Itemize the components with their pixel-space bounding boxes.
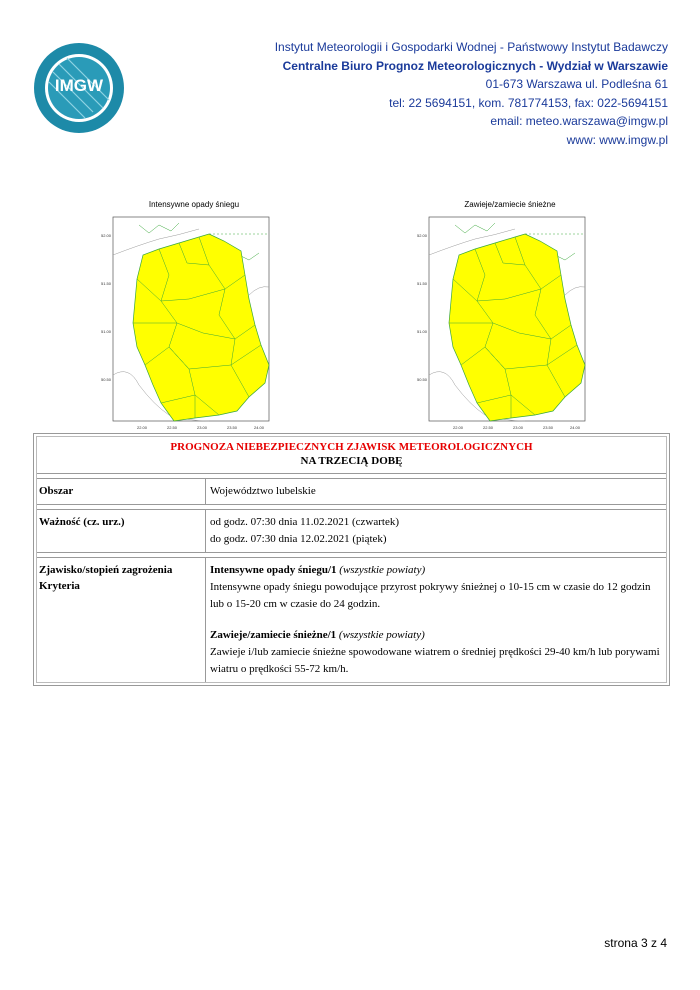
lon-label: 24.00 [570, 425, 581, 430]
phenomenon-name: Zawieje/zamiecie śnieżne/1 [210, 629, 337, 641]
phenomenon-item [210, 627, 662, 678]
lat-label: 52.00 [417, 233, 428, 238]
phenomenon-labels [37, 558, 206, 682]
validity-label: Ważność (cz. urz.) [37, 510, 206, 552]
department-name: Centralne Biuro Prognoz Meteorologicznych - Wydział w Warszawie [282, 58, 668, 73]
map-snowfall-svg [99, 215, 289, 437]
warning-title: PROGNOZA NIEBEZPIECZNYCH ZJAWISK METEOROLOGICZNYCH [170, 441, 533, 453]
phenomenon-scope: (wszystkie powiaty) [339, 564, 426, 576]
institute-header [275, 38, 668, 149]
map-blizzard [415, 200, 605, 437]
validity-to: do godz. 07:30 dnia 12.02.2021 (piątek) [210, 533, 387, 545]
validity-value [206, 510, 666, 552]
phenomenon-description: Intensywne opady śniegu powodujące przyrost pokrywy śnieżnej o 10-15 cm w czasie do 12 godzin lub o 15-20 cm w czasie do 24 godzin. [210, 581, 651, 610]
phenomenon-label: Zjawisko/stopień zagrożenia [39, 564, 173, 576]
area-value: Województwo lubelskie [210, 485, 316, 497]
criteria-label: Kryteria [39, 580, 80, 592]
lon-label: 23.00 [197, 425, 208, 430]
phone-line: tel: 22 5694151, kom. 781774153, fax: 022-5694151 [389, 95, 668, 110]
lon-label: 24.00 [254, 425, 265, 430]
lon-label: 22.50 [483, 425, 494, 430]
lon-label: 22.00 [453, 425, 464, 430]
phenomenon-name: Intensywne opady śniegu/1 [210, 564, 337, 576]
map-title: Zawieje/zamiecie śnieżne [464, 200, 556, 209]
website-line: www: www.imgw.pl [566, 132, 668, 147]
email-line: email: meteo.warszawa@imgw.pl [490, 114, 668, 128]
lat-label: 50.50 [417, 377, 428, 382]
table-row [37, 510, 666, 553]
lat-label: 52.00 [101, 233, 112, 238]
lat-label: 51.00 [101, 329, 112, 334]
map-blizzard-svg [415, 215, 605, 437]
lon-label: 23.50 [543, 425, 554, 430]
phenomena-list [206, 558, 666, 682]
page-number: strona 3 z 4 [604, 936, 667, 950]
lon-label: 23.50 [227, 425, 238, 430]
warning-header [37, 437, 666, 474]
lat-label: 51.50 [101, 281, 112, 286]
lat-label: 51.50 [417, 281, 428, 286]
validity-from: od godz. 07:30 dnia 11.02.2021 (czwartek) [210, 516, 399, 528]
warning-table [33, 433, 670, 686]
table-row [37, 479, 666, 505]
table-row [37, 558, 666, 682]
phenomenon-scope: (wszystkie powiaty) [338, 629, 425, 641]
lat-label: 51.00 [417, 329, 428, 334]
map-title: Intensywne opady śniegu [148, 200, 240, 209]
imgw-logo [33, 42, 125, 134]
lat-label: 50.50 [101, 377, 112, 382]
phenomenon-item [210, 562, 662, 613]
institute-name: Instytut Meteorologii i Gospodarki Wodnej - Państwowy Instytut Badawczy [274, 40, 668, 54]
phenomenon-description: Zawieje i/lub zamiecie śnieżne spowodowane wiatrem o średniej prędkości 29-40 km/h lub porywami wiatru o prędkości 55-72 km/h. [210, 646, 660, 675]
warning-subtitle: NA TRZECIĄ DOBĘ [300, 455, 403, 467]
lon-label: 23.00 [513, 425, 524, 430]
address: 01-673 Warszawa ul. Podleśna 61 [485, 77, 668, 91]
map-snowfall [99, 200, 289, 437]
lon-label: 22.50 [167, 425, 178, 430]
logo-text: IMGW [54, 76, 104, 95]
area-label: Obszar [37, 479, 206, 504]
lon-label: 22.00 [137, 425, 148, 430]
